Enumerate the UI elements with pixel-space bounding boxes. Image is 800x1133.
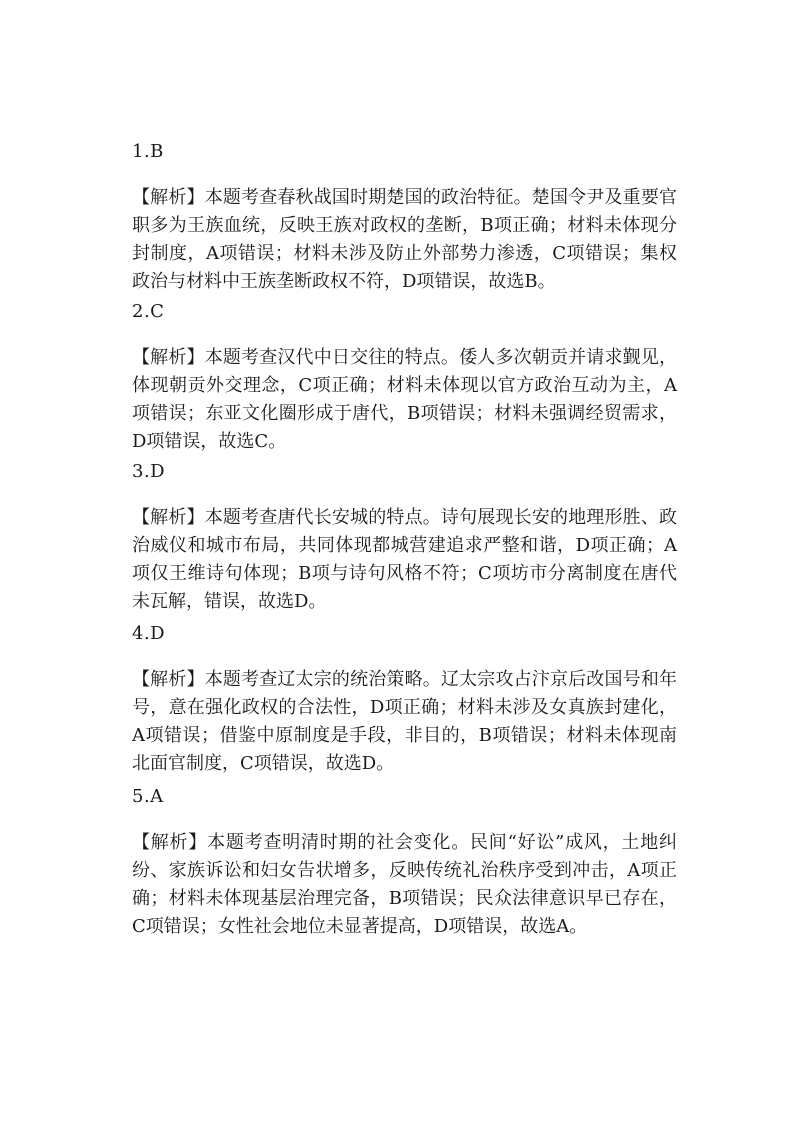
- analysis-text: 【解析】本题考查春秋战国时期楚国的政治特征。楚国令尹及重要官职多为王族血统，反映王族对政权的垄断，B项正确；材料未体现分封制度，A项错误；材料未涉及防止外部势力渗透，C项错误；集权政治与材料中王族垄断政权不符，D项错误，故选B。: [132, 187, 677, 292]
- analysis-text: 【解析】本题考查汉代中日交往的特点。倭人多次朝贡并请求觐见，体现朝贡外交理念，C项正确；材料未体现以官方政治互动为主，A项错误；东亚文化圈形成于唐代，B项错误；材料未强调经贸需求，D项错误，故选C。: [132, 347, 677, 452]
- analysis-text: 【解析】本题考查辽太宗的统治策略。辽太宗攻占汴京后改国号和年号，意在强化政权的合法性，D项正确；材料未涉及女真族封建化，A项错误；借鉴中原制度是手段，非目的，B项错误；材料未体现南北面官制度，C项错误，故选D。: [132, 669, 677, 774]
- answer-label: 4.D: [132, 623, 166, 644]
- analysis-text: 【解析】本题考查唐代长安城的特点。诗句展现长安的地理形胜、政治威仪和城市布局，共同体现都城营建追求严整和谐，D项正确；A项仅王维诗句体现；B项与诗句风格不符；C项坊市分离制度在唐代未瓦解，错误，故选D。: [132, 507, 677, 612]
- question-item-2: [132, 300, 677, 456]
- answer-label: 2.C: [132, 301, 165, 322]
- analysis-text: 【解析】本题考查明清时期的社会变化。民间“好讼”成风，土地纠纷、家族诉讼和妇女告状增多，反映传统礼治秩序受到冲击，A项正确；材料未体现基层治理完备，B项错误；民众法律意识早已存在，C项错误；女性社会地位未显著提高，D项错误，故选A。: [132, 832, 677, 937]
- question-item-1: [132, 140, 677, 296]
- question-item-3: [132, 460, 677, 616]
- answer-label: 5.A: [132, 786, 164, 807]
- question-item-4: [132, 622, 677, 778]
- question-item-5: [132, 785, 677, 941]
- answer-label: 1.B: [132, 141, 164, 162]
- answer-label: 3.D: [132, 461, 166, 482]
